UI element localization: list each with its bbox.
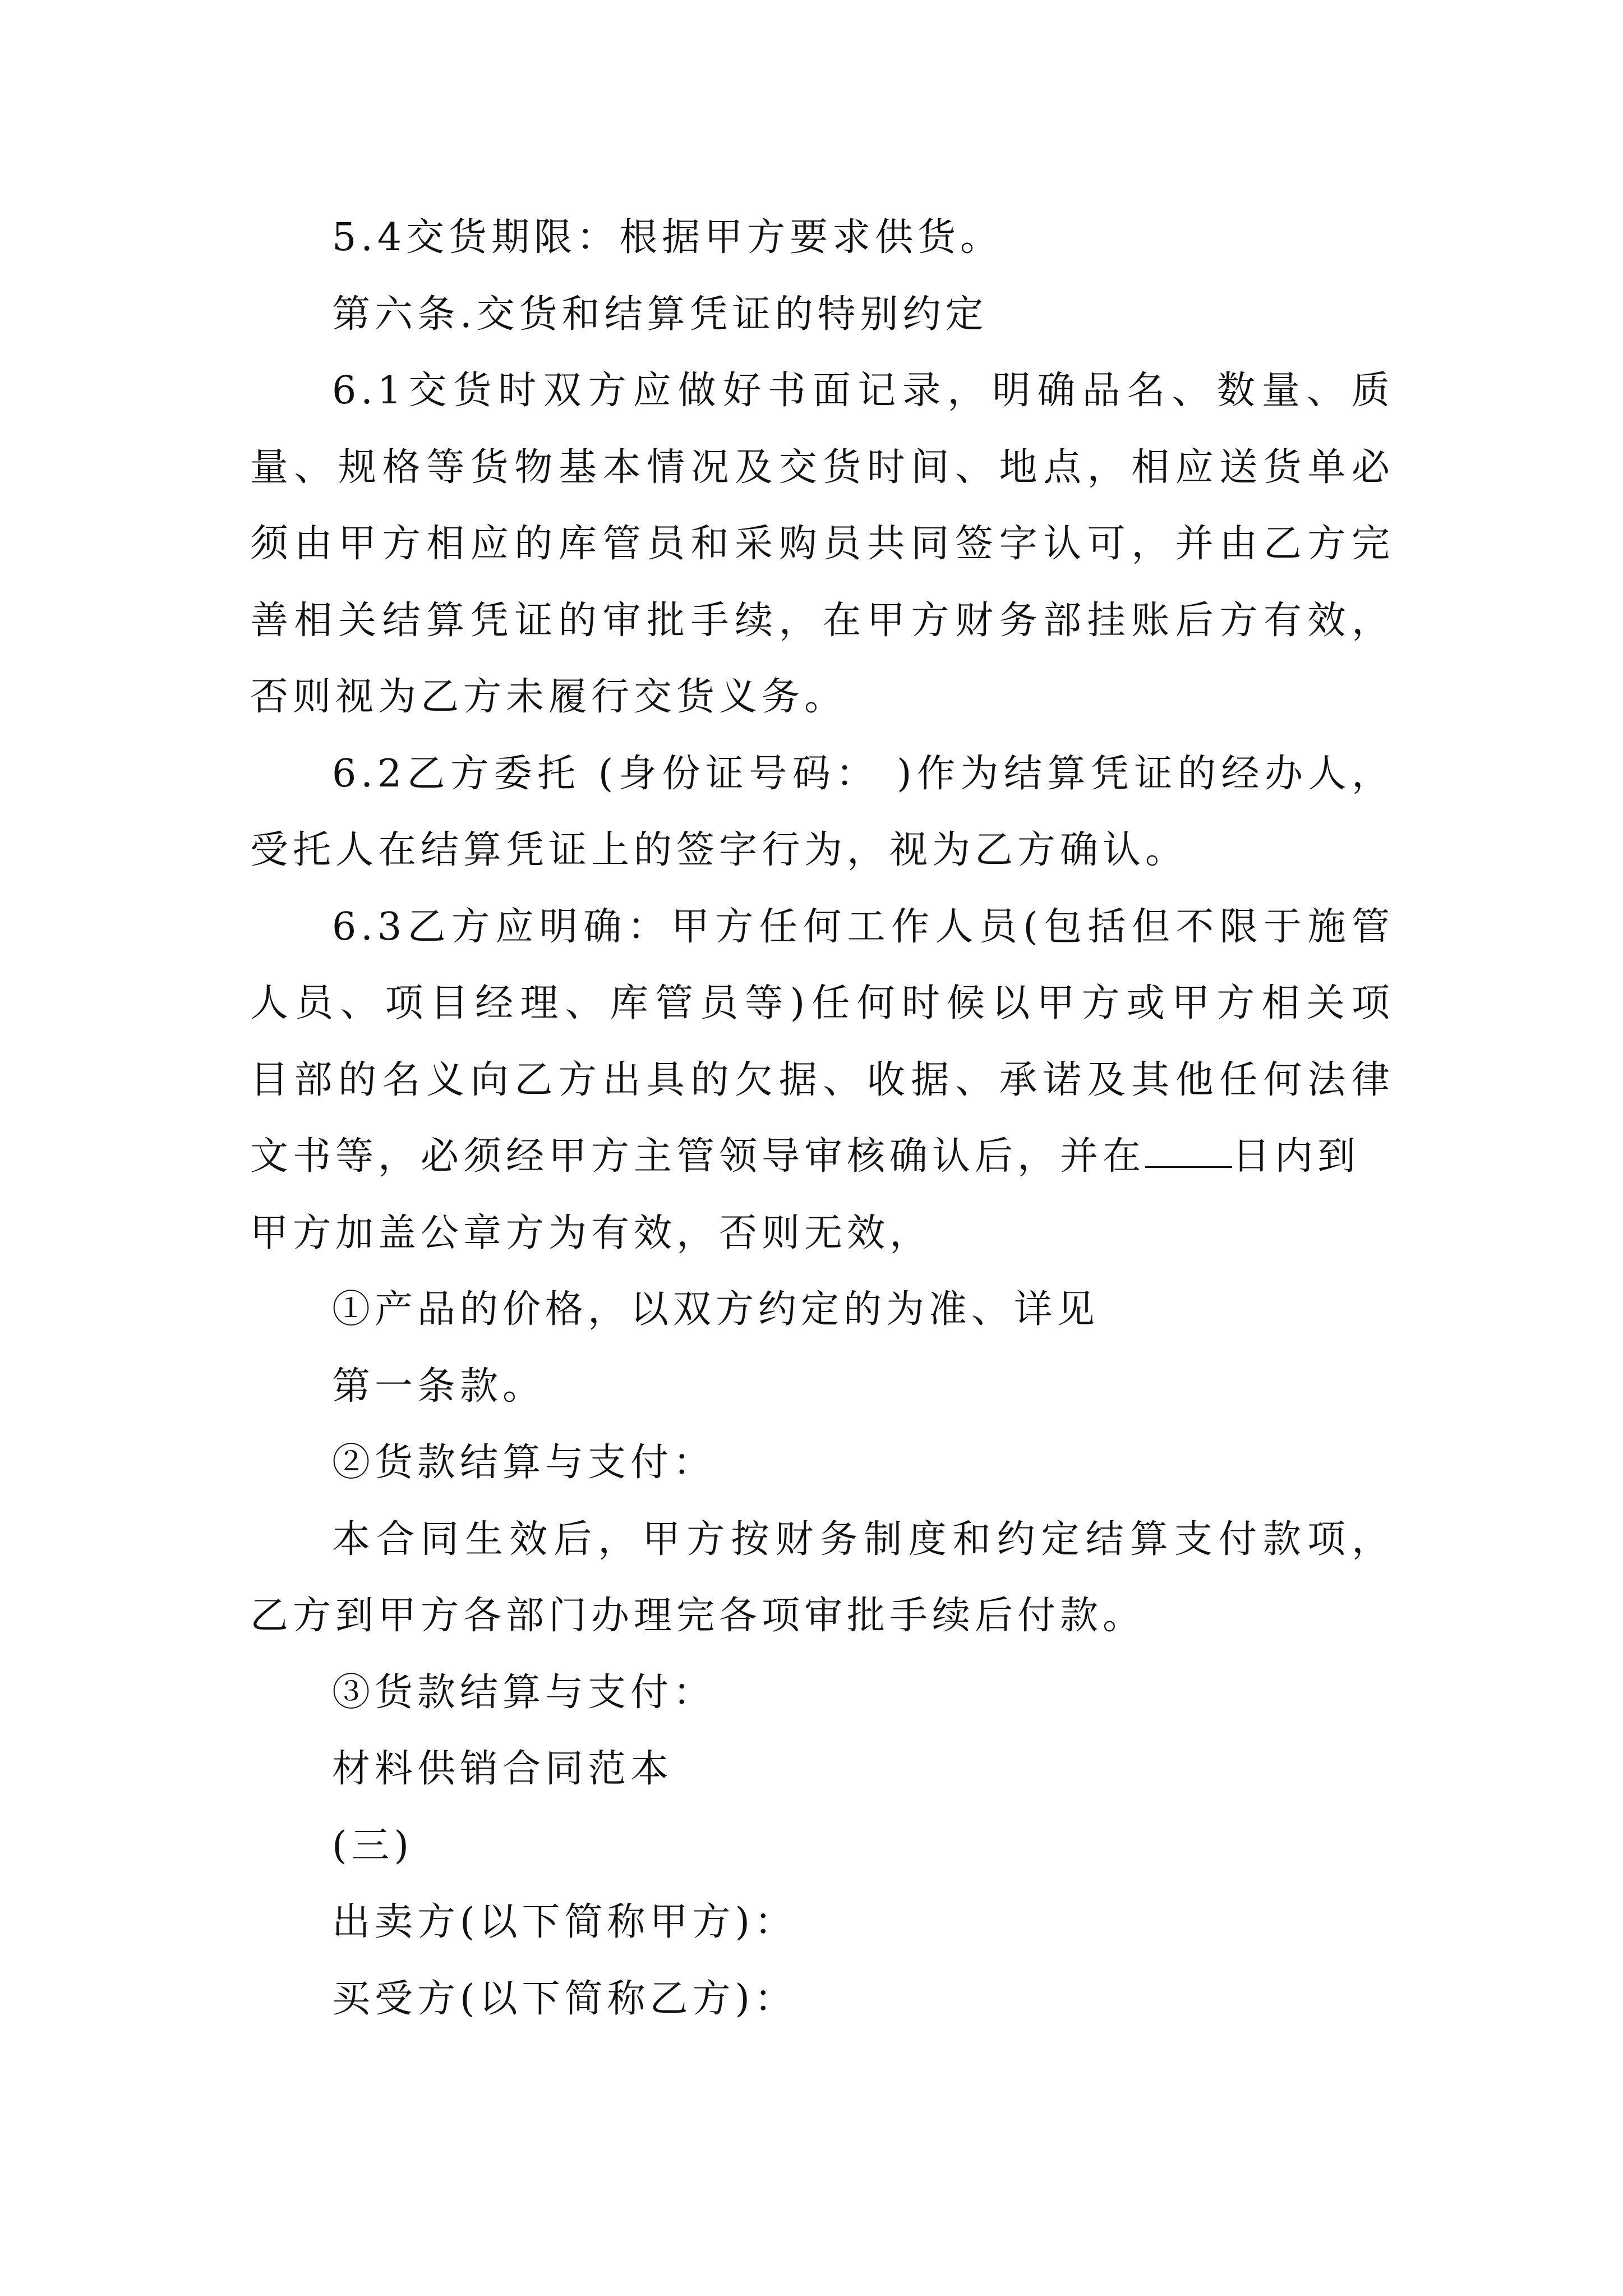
clause-6-3-line-4 — [250, 1119, 1394, 1195]
clause-6-3-line-5: 甲方加盖公章方为有效，否则无效， — [250, 1211, 933, 1255]
clause-6-1-line-5: 否则视为乙方未履行交货义务。 — [250, 675, 847, 720]
clause-6-1-line-2: 量、规格等货物基本情况及交货时间、地点，相应送货单必 — [250, 445, 1394, 490]
document-body — [250, 200, 1394, 2037]
article-6-heading: 第六条.交货和结算凭证的特别约定 — [332, 292, 988, 337]
clause-6-3-line-3: 目部的名义向乙方出具的欠据、收据、承诺及其他任何法律 — [250, 1057, 1394, 1102]
clause-6-3-line-1: 6.3乙方应明确：甲方任何工作人员(包括但不限于施管 — [332, 904, 1394, 949]
contract-number: (三) — [332, 1823, 414, 1868]
clause-6-3-line-2: 人员、项目经理、库管员等)任何时候以甲方或甲方相关项 — [250, 981, 1394, 1025]
item-2-heading: ②货款结算与支付： — [332, 1441, 716, 1485]
clause-6-1-line-3: 须由甲方相应的库管员和采购员共同签字认可，并由乙方完 — [250, 522, 1394, 566]
buyer-label: 买受方(以下简称乙方)： — [332, 1976, 797, 2021]
payment-text-line-1: 本合同生效后，甲方按财务制度和约定结算支付款项， — [332, 1517, 1394, 1562]
clause-5-4: 5.4交货期限：根据甲方要求供货。 — [332, 215, 1003, 260]
seller-label: 出卖方(以下简称甲方)： — [332, 1900, 797, 1945]
days-blank — [1145, 1166, 1232, 1168]
clause-6-2-line-2: 受托人在结算凭证上的签字行为，视为乙方确认。 — [250, 828, 1188, 873]
contract-title: 材料供销合同范本 — [332, 1747, 674, 1792]
item-3-heading: ③货款结算与支付： — [332, 1670, 716, 1715]
clause-6-1-line-1: 6.1交货时双方应做好书面记录，明确品名、数量、质 — [332, 369, 1394, 413]
payment-text-line-2: 乙方到甲方各部门办理完各项审批手续后付款。 — [250, 1594, 1146, 1639]
item-1-price: ①产品的价格，以双方约定的为准、详见 — [332, 1287, 1100, 1332]
item-1-reference: 第一条款。 — [332, 1364, 546, 1409]
clause-6-2-line-1: 6.2乙方委托 (身份证号码： )作为结算凭证的经办人， — [332, 751, 1394, 796]
clause-6-1-line-4: 善相关结算凭证的审批手续，在甲方财务部挂账后方有效， — [250, 598, 1394, 643]
clause-6-3-line-4-tail: 日内到 — [1232, 1134, 1361, 1179]
clause-6-3-line-4-text: 文书等，必须经甲方主管领导审核确认后，并在 — [250, 1134, 1146, 1179]
